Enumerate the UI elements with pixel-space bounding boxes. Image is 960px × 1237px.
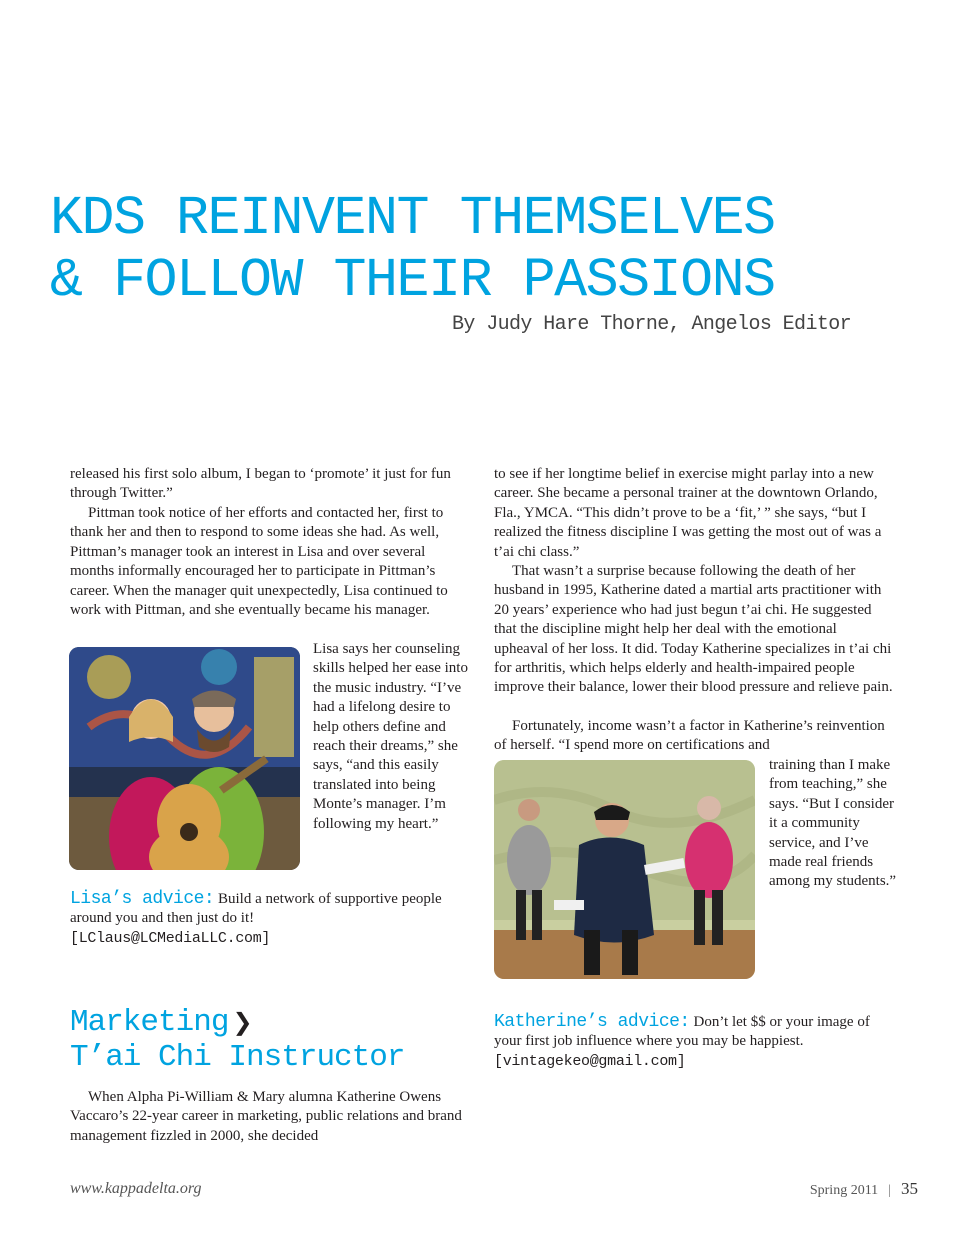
footer-page-info	[810, 1179, 918, 1199]
footer-issue: Spring 2011	[809, 1183, 879, 1198]
lisa-advice-text: Build a network of supportive people around you and then just do it!	[70, 891, 442, 927]
right-paragraph-4: training than I make from teaching,” she says. “But I consider it a community service, and I’ve made real friends among my students.”	[769, 757, 897, 890]
headline-line-1: KDS REINVENT THEMSELVES	[50, 187, 775, 250]
chevron-right-icon: ❯	[232, 1008, 252, 1036]
left-paragraph-2: Pittman took notice of her efforts and contacted her, first to thank her and then to respond to some ideas she had. As well, Pittman’s manager took an interest in Lisa and over several months informally encouraged her to participate in Pittman’s career. When the manager quit unexpectedly, Lisa continued to work with Pittman, and she eventually became his manager.	[70, 505, 448, 619]
katherine-advice	[494, 1013, 894, 1071]
katherine-advice-label: Katherine’s advice:	[494, 1012, 690, 1032]
section-title	[70, 1005, 404, 1075]
right-paragraph-1: to see if her longtime belief in exercise might parlay into a new career. She became a personal trainer at the downtown Orlando, Fla., YMCA. “This didn’t prove to be a ‘fit,’ ” she says, “but I realized the fitness discipline I was getting the most out of was a t’ai chi class.”	[494, 466, 882, 560]
right-paragraph-2: That wasn’t a surprise because following the death of her husband in 1995, Katherine dated a martial arts practitioner with 20 years’ experience who had just begun t’ai chi. He suggested that the discipline might help her deal with the emotional upheaval of her loss. It did. Today Katherine specializes in t’ai chi for arthritis, which helps elderly and health-impaired people improve their balance, lower their blood pressure and relieve pain.	[494, 563, 893, 696]
footer-website: www.kappadelta.org	[70, 1180, 202, 1197]
lisa-email: [LClaus@LCMediaLLC.com]	[70, 929, 271, 947]
right-paragraph-3: Fortunately, income wasn’t a factor in Katherine’s reinvention of herself. “I spend more on certifications and	[494, 718, 885, 754]
footer-separator: |	[888, 1183, 891, 1198]
left-paragraph-1: released his first solo album, I began to ‘promote’ it just for fun through Twitter.”	[70, 466, 451, 502]
section-title-line-2: T’ai Chi Instructor	[70, 1040, 405, 1075]
section-body: When Alpha Pi-William & Mary alumna Katherine Owens Vaccaro’s 22-year career in marketing, public relations and brand management fizzled in 2000, she decided	[70, 1089, 462, 1144]
lisa-advice-label: Lisa’s advice:	[70, 889, 215, 909]
section-title-line-1: Marketing	[70, 1005, 229, 1040]
photo-illustration	[494, 760, 755, 979]
photo-illustration	[69, 647, 300, 870]
lisa-and-monte-photo	[69, 647, 300, 870]
byline: By Judy Hare Thorne, Angelos Editor	[452, 313, 852, 336]
left-paragraph-3: Lisa says her counseling skills helped her ease into the music industry. “I’ve had a lifelong desire to help others define and reach their dreams,” she says, “and this easily translated into being Monte’s manager. I’m following my heart.”	[313, 641, 468, 832]
katherine-advice-text: Don’t let $$ or your image of your first job influence where you may be happiest.	[494, 1014, 870, 1050]
katherine-email: [vintagekeo@gmail.com]	[494, 1052, 686, 1070]
lisa-advice	[70, 890, 470, 948]
headline-line-2: & FOLLOW THEIR PASSIONS	[50, 249, 775, 312]
tai-chi-class-photo	[494, 760, 755, 979]
page-number: 35	[901, 1179, 918, 1198]
article-headline	[50, 188, 775, 312]
